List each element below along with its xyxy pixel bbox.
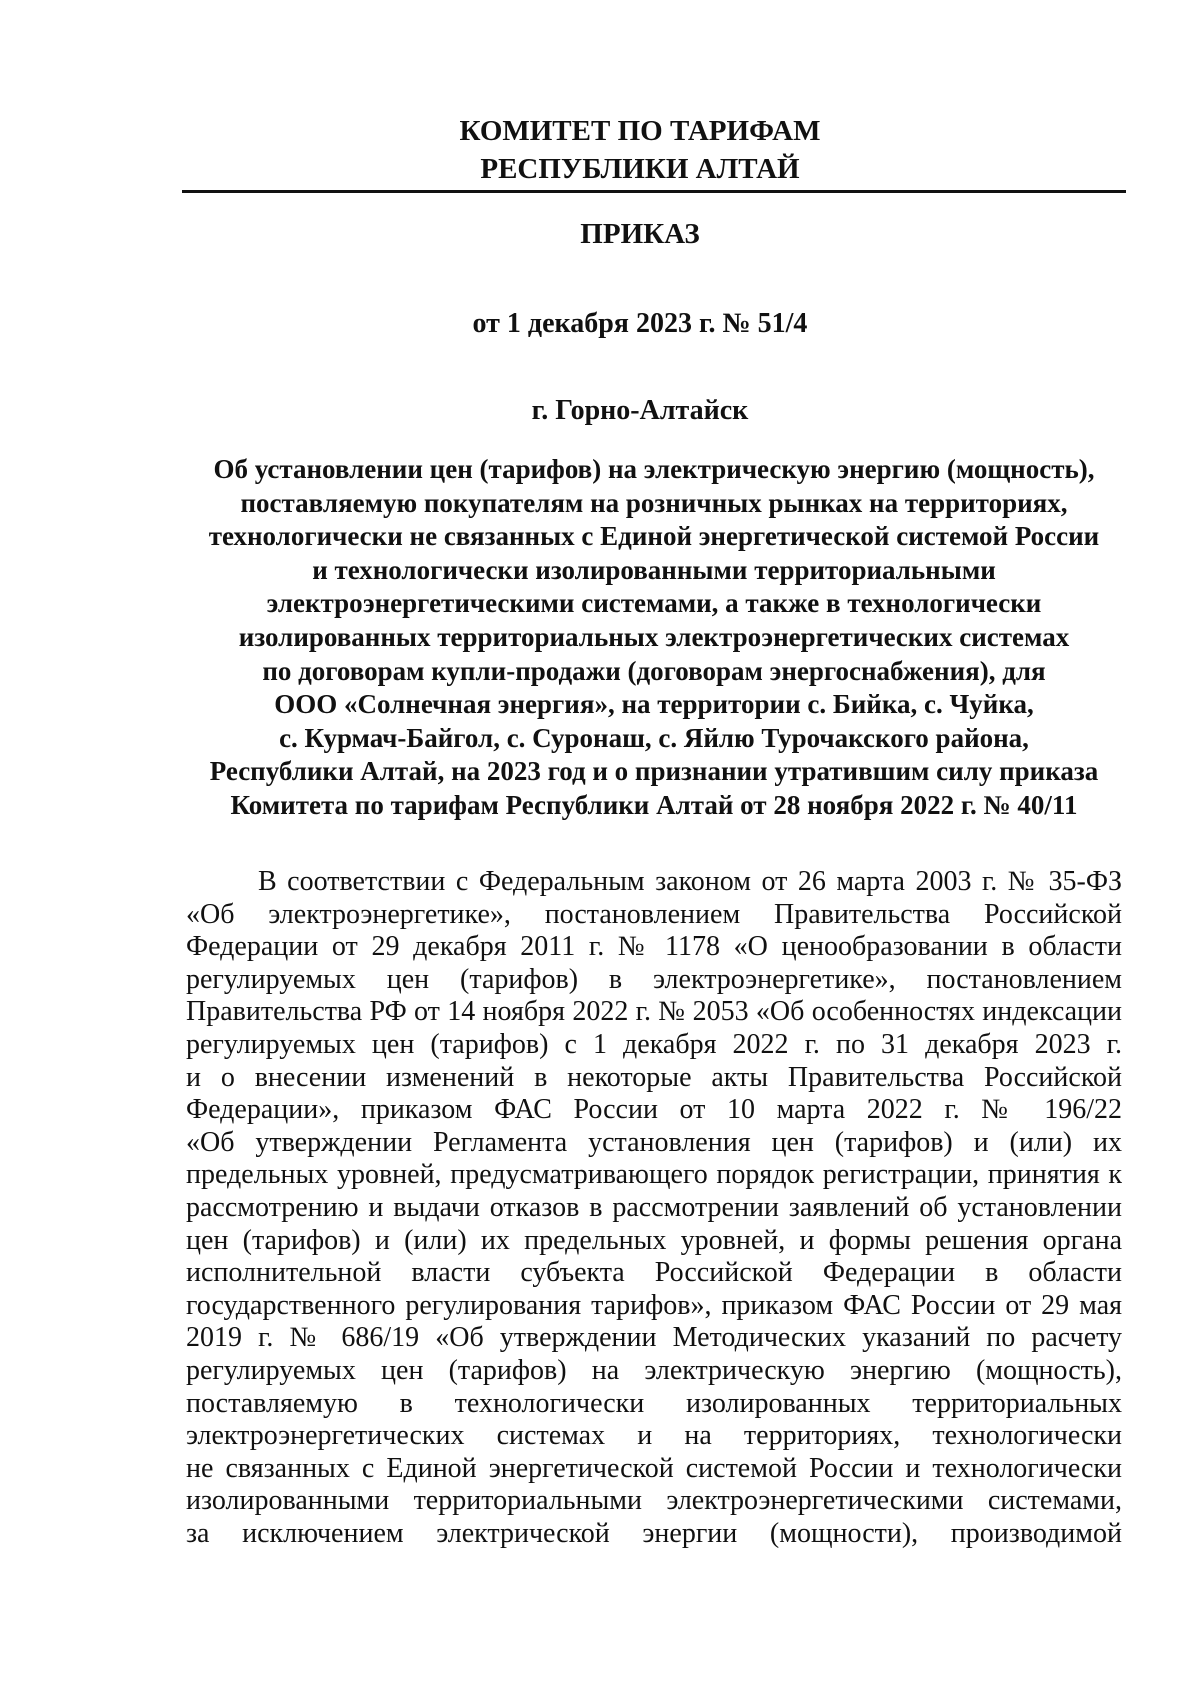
body-line: В соответствии с Федеральным законом от 26 марта 2003 г. № 35-ФЗ: [258, 866, 1122, 897]
document-title-line: Республики Алтай, на 2023 год и о признании утратившим силу приказа: [209, 756, 1099, 787]
body-line: цен (тарифов) и (или) их предельных уровней, и формы решения органа: [186, 1224, 1122, 1256]
body-line: Федерации от 29 декабря 2011 г. № 1178 «О ценообразовании в области: [186, 931, 1122, 963]
body-line: электроэнергетических системах и на территориях, технологически: [186, 1420, 1122, 1452]
body-line: 2019 г. № 686/19 «Об утверждении Методических указаний по расчету: [186, 1322, 1122, 1354]
document-title-line: технологически не связанных с Единой энергетической системой России: [208, 521, 1100, 552]
body-line: поставляемую в технологически изолированных территориальных: [186, 1387, 1122, 1419]
body-line: Правительства РФ от 14 ноября 2022 г. № 2053 «Об особенностях индексации: [186, 996, 1122, 1028]
body-line: «Об утверждении Регламента установления цен (тарифов) и (или) их: [186, 1126, 1122, 1158]
body-line: рассмотрению и выдачи отказов в рассмотрении заявлений об установлении: [186, 1191, 1122, 1223]
body-line: предельных уровней, предусматривающего порядок регистрации, принятия к: [186, 1159, 1122, 1191]
body-line: изолированными территориальными электроэнергетическими системами,: [186, 1485, 1122, 1517]
body-line: не связанных с Единой энергетической системой России и технологически: [186, 1452, 1122, 1484]
document-date-number: от 1 декабря 2023 г. № 51/4: [472, 308, 808, 339]
document-type: ПРИКАЗ: [580, 218, 700, 250]
document-title-line: ООО «Солнечная энергия», на территории с. Бийка, с. Чуйка,: [274, 689, 1034, 720]
body-line: государственного регулирования тарифов», приказом ФАС России от 29 мая: [186, 1289, 1122, 1321]
document-title-line: Об установлении цен (тарифов) на электрическую энергию (мощность),: [213, 454, 1095, 484]
organization-name-line: КОМИТЕТ ПО ТАРИФАМ: [459, 115, 821, 147]
document-place: г. Горно-Алтайск: [531, 395, 749, 426]
document-title-line: изолированных территориальных электроэнергетических системах: [238, 621, 1070, 652]
document-body: [186, 866, 1122, 1550]
document-title-line: поставляемую покупателям на розничных рынках на территориях,: [240, 487, 1068, 518]
document-title-line: и технологически изолированными территориальными: [312, 554, 996, 585]
organization-name-line: РЕСПУБЛИКИ АЛТАЙ: [480, 153, 800, 185]
document-title: [184, 453, 1124, 823]
organization-name: [180, 112, 1100, 188]
body-line: регулируемых цен (тарифов) с 1 декабря 2022 г. по 31 декабря 2023 г.: [186, 1028, 1122, 1060]
header-divider: [182, 190, 1126, 193]
body-line: за исключением электрической энергии (мощности), производимой: [186, 1517, 1122, 1549]
document-title-line: с. Курмач-Байгол, с. Суронаш, с. Яйлю Турочакского района,: [279, 722, 1029, 753]
body-line: исполнительной власти субъекта Российской Федерации в области: [186, 1257, 1122, 1289]
body-line: регулируемых цен (тарифов) на электрическую энергию (мощность),: [186, 1354, 1122, 1386]
document-title-line: Комитета по тарифам Республики Алтай от 28 ноября 2022 г. № 40/11: [230, 789, 1078, 820]
body-line: и о внесении изменений в некоторые акты Правительства Российской: [186, 1061, 1122, 1093]
body-line: «Об электроэнергетике», постановлением Правительства Российской: [186, 898, 1122, 930]
body-line: Федерации», приказом ФАС России от 10 марта 2022 г. № 196/22: [186, 1094, 1122, 1126]
document-title-line: электроэнергетическими системами, а также в технологически: [266, 588, 1042, 619]
body-line: регулируемых цен (тарифов) в электроэнергетике», постановлением: [186, 963, 1122, 995]
document-title-line: по договорам купли-продажи (договорам энергоснабжения), для: [262, 655, 1046, 686]
